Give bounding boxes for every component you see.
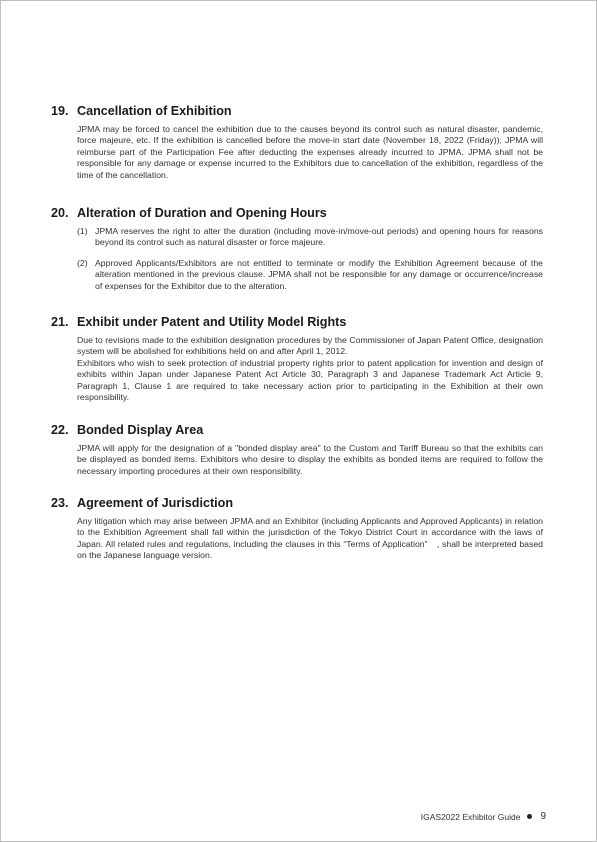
section-paragraph: JPMA will apply for the designation of a "bonded display area" to the Custom and Tariff Bureau so that the exhibits can be displayed as bonded items. Exhibitors who desire to display the exhibits as bonded items are required to follow the necessary importing procedures at their own responsibility. <box>77 443 543 476</box>
section-title: Cancellation of Exhibition <box>77 104 232 118</box>
section-heading <box>51 103 543 120</box>
list-item <box>77 258 543 292</box>
section-number: 21. <box>51 315 69 329</box>
page-number: 9 <box>540 811 546 822</box>
page-footer <box>421 811 546 822</box>
section-title: Alteration of Duration and Opening Hours <box>77 206 327 220</box>
section-title: Agreement of Jurisdiction <box>77 496 234 510</box>
section-number: 19. <box>51 104 69 118</box>
section-heading <box>51 495 543 512</box>
section-paragraph: JPMA may be forced to cancel the exhibition due to the causes beyond its control such as natural disaster, pandemic, force majeure, etc. If the exhibition is cancelled before the move-in start date (November 18, 2022 (Friday)), JPMA will reimburse part of the Participation Fee after deducting the expenses already incurred to JPMA. JPMA shall not be responsible for any damage or expense incurred to the Exhibitors due to cancellation of the exhibition, regardless of the time of the cancellation. <box>77 124 543 180</box>
section-paragraph: Exhibitors who wish to seek protection of industrial property rights prior to patent application for invention and design of exhibits within Japan under Japanese Patent Act Article 30, Paragraph 3 and Japanese Trademark Act Article 9, Paragraph 1, Clause 1 are required to take necessary action prior to participating in the Exhibition at their own responsibility. <box>77 357 543 403</box>
section-title: Bonded Display Area <box>77 423 204 437</box>
section-heading <box>51 422 543 439</box>
section-heading <box>51 205 543 222</box>
list-item-text: Approved Applicants/Exhibitors are not entitled to terminate or modify the Exhibition Agreement because of the alteration mentioned in the previous clause. JPMA shall not be responsible for any damage or occurrence/increase of expenses for the Exhibitor due to the alteration. <box>95 257 543 291</box>
list-item <box>77 226 543 249</box>
section-alteration <box>51 205 543 292</box>
section-bonded-display <box>51 422 543 477</box>
list-item-label: (2) <box>77 257 88 268</box>
section-patent-rights <box>51 314 543 403</box>
section-number: 22. <box>51 423 69 437</box>
list-item-label: (1) <box>77 226 88 236</box>
bullet-dot-icon <box>527 814 532 819</box>
section-cancellation <box>51 103 543 181</box>
section-heading <box>51 314 543 331</box>
section-jurisdiction <box>51 495 543 562</box>
section-number: 23. <box>51 496 69 510</box>
list-item-text: JPMA reserves the right to alter the duration (including move-in/move-out periods) and opening hours for reasons beyond its control such as natural disaster or force majeure. <box>95 226 543 248</box>
section-title: Exhibit under Patent and Utility Model Rights <box>77 315 347 329</box>
section-paragraph: Due to revisions made to the exhibition designation procedures by the Commissioner of Japan Patent Office, designation system will be abolished for exhibitions held on and after April 1, 2012. <box>77 335 543 357</box>
section-paragraph: Any litigation which may arise between JPMA and an Exhibitor (including Applicants and Approved Applicants) in relation to the Exhibition Agreement shall fall within the jurisdiction of the Tokyo District Court in accordance with the laws of Japan. All related rules and regulations, including the clauses in this “Terms of Application” , shall be interpreted based on the Japanese language version. <box>77 516 543 561</box>
section-number: 20. <box>51 206 69 220</box>
footer-title: IGAS2022 Exhibitor Guide <box>420 811 521 822</box>
